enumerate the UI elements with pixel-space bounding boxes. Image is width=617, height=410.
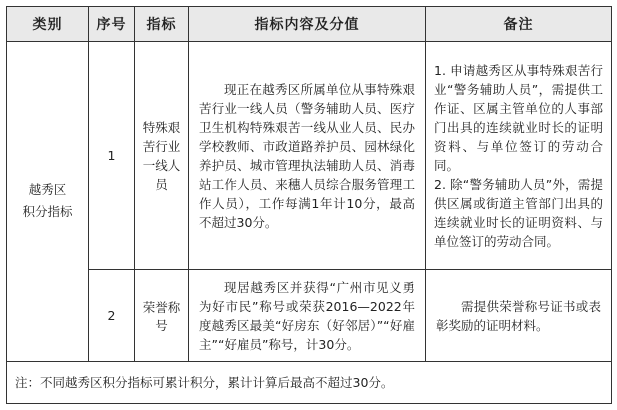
header-number: 序号	[89, 7, 135, 42]
row-number: 1	[89, 41, 135, 269]
row-content: 现居越秀区并获得“广州市见义勇为好市民”称号或荣获2016—2022年度越秀区最美“好房东（好邻居）”“好雇主”“好雇员”称号，计30分。	[189, 270, 426, 362]
header-indicator: 指标	[135, 7, 189, 42]
header-category: 类别	[7, 7, 89, 42]
footnote-row	[7, 361, 612, 403]
table-row	[7, 41, 612, 269]
category-line2: 积分指标	[22, 204, 73, 220]
row-remarks	[426, 41, 612, 269]
row-indicator: 特殊艰苦行业一线人员	[135, 41, 189, 269]
row-remarks: 需提供荣誉称号证书或表彰奖励的证明材料。	[426, 270, 612, 362]
header-content: 指标内容及分值	[189, 7, 426, 42]
category-cell	[7, 41, 89, 361]
table-row	[7, 270, 612, 362]
row-indicator: 荣誉称号	[135, 270, 189, 362]
row-number: 2	[89, 270, 135, 362]
header-remarks: 备注	[426, 7, 612, 42]
points-table	[6, 6, 612, 404]
remark-item-1: 1. 申请越秀区从事特殊艰苦行业“警务辅助人员”，需提供工作证、区属主管单位的人事部门出具的连续就业时长的证明资料、与单位签订的劳动合同。	[434, 62, 603, 173]
footnote: 注：不同越秀区积分指标可累计积分，累计计算后最高不超过30分。	[7, 361, 612, 403]
table-header-row	[7, 7, 612, 42]
remark-item-2: 2. 除“警务辅助人员”外，需提供区属或街道主管部门出具的连续就业时长的证明资料、与单位签订的劳动合同。	[434, 176, 603, 249]
category-line1: 越秀区	[28, 182, 67, 198]
row-content: 现正在越秀区所属单位从事特殊艰苦行业一线人员（警务辅助人员、医疗卫生机构特殊艰苦一线从业人员、民办学校教师、市政道路养护员、园林绿化养护员、城市管理执法辅助人员、消毒站工作人员、来穗人员综合服务管理工作人员），工作每满1年计10分，最高不超过30分。	[189, 41, 426, 269]
